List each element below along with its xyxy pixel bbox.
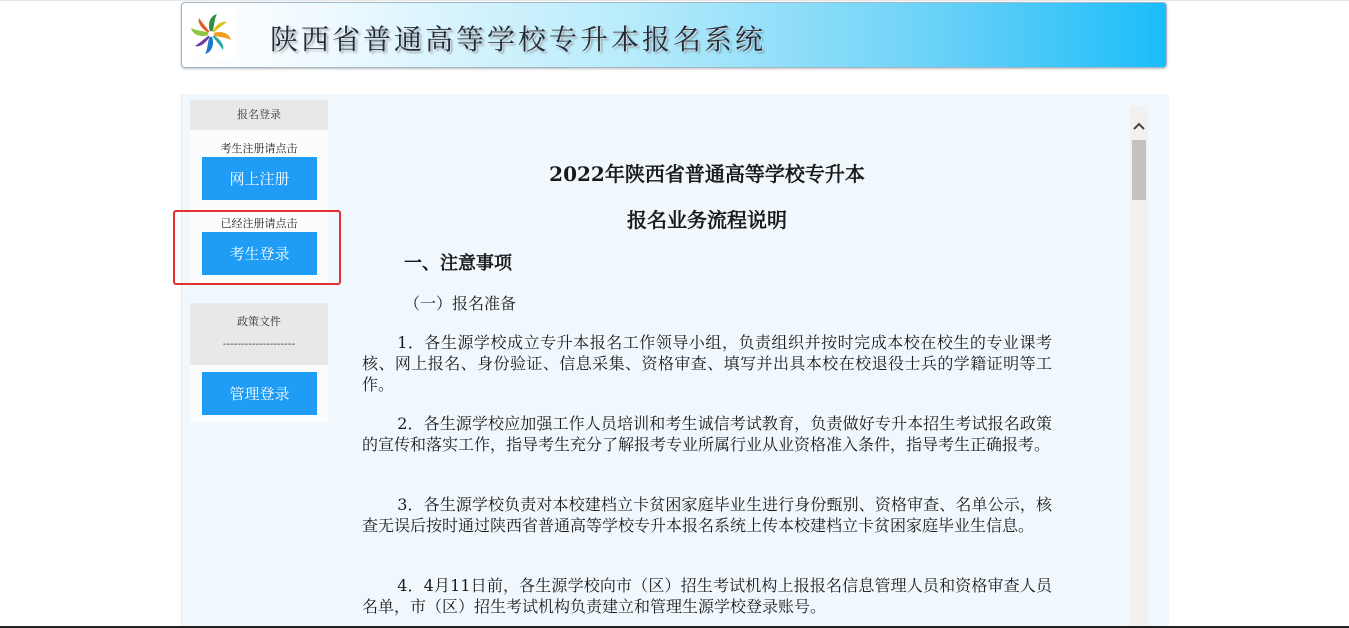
chevron-up-icon[interactable] bbox=[1130, 118, 1148, 136]
login-hint: 已经注册请点击 bbox=[220, 217, 298, 230]
pinwheel-logo-icon bbox=[186, 9, 236, 59]
paragraph-4: 4．4月11日前，各生源学校向市（区）招生考试机构上报报名信息管理人员和资格审查人员名单，市（区）招生考试机构负责建立和管理生源学校登录账号。 bbox=[362, 576, 1052, 616]
document-title-line1: 2022年陕西省普通高等学校专升本 bbox=[549, 162, 865, 186]
policy-divider: -------------------- bbox=[222, 339, 296, 350]
login-section-heading: 报名登录 bbox=[190, 100, 328, 130]
subsection-heading: （一）报名准备 bbox=[404, 294, 517, 313]
scrollbar-thumb[interactable] bbox=[1132, 140, 1146, 200]
top-border bbox=[0, 0, 1349, 1]
paragraph-3: 3．各生源学校负责对本校建档立卡贫困家庭毕业生进行身份甄别、资格审查、名单公示，核查无误后按时通过陕西省普通高等学校专升本报名系统上传本校建档立卡贫困家庭毕业生信息。 bbox=[362, 495, 1052, 535]
register-button[interactable]: 网上注册 bbox=[202, 157, 317, 200]
document-title-line2: 报名业务流程说明 bbox=[627, 208, 787, 232]
paragraph-1: 1．各生源学校成立专升本报名工作领导小组，负责组织并按时完成本校在校生的专业课考核、网上报名、身份验证、信息采集、资格审查、填写并出具本校在校退役士兵的学籍证明等工作。 bbox=[362, 333, 1052, 394]
system-title: 陕西省普通高等学校专升本报名系统 bbox=[270, 23, 767, 56]
site-header bbox=[181, 2, 1167, 68]
admin-login-button[interactable]: 管理登录 bbox=[202, 372, 317, 415]
policy-section-header bbox=[190, 303, 328, 365]
highlight-box bbox=[173, 210, 341, 285]
policy-files-link[interactable]: 政策文件 bbox=[237, 315, 281, 328]
student-login-button[interactable]: 考生登录 bbox=[202, 232, 317, 275]
section-heading: 一、注意事项 bbox=[404, 253, 512, 274]
paragraph-2: 2．各生源学校应加强工作人员培训和考生诚信考试教育，负责做好专升本招生考试报名政策的宣传和落实工作，指导考生充分了解报考专业所属行业从业资格准入条件，指导考生正确报考。 bbox=[362, 414, 1052, 454]
register-hint: 考生注册请点击 bbox=[220, 142, 298, 155]
